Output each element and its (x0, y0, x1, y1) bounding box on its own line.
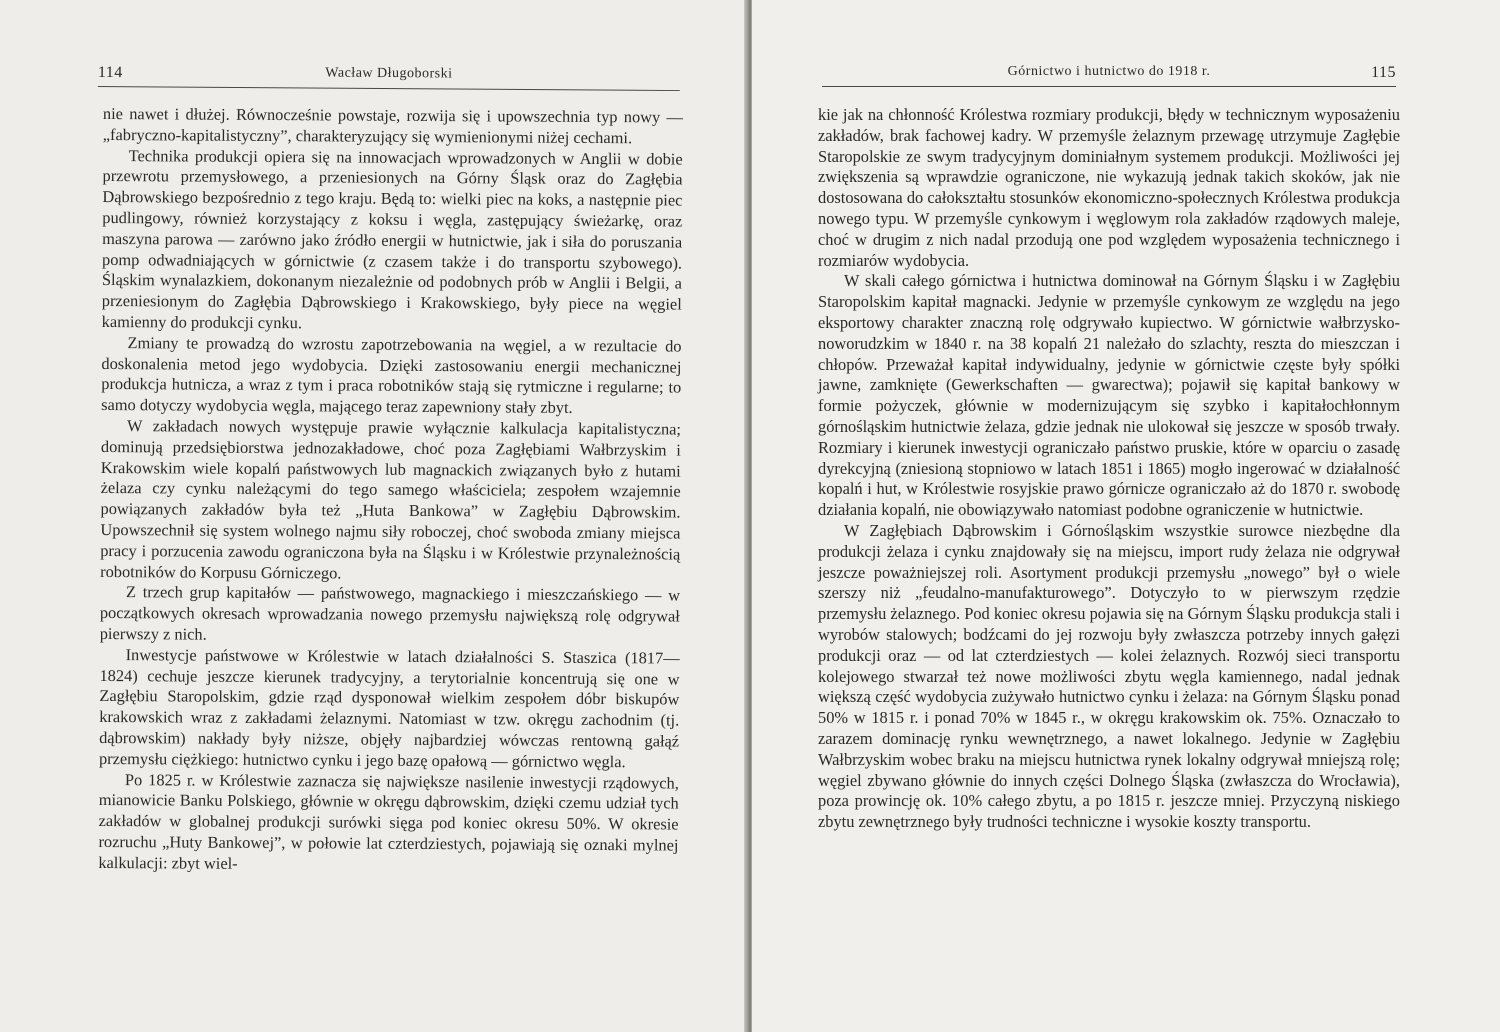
paragraph: kie jak na chłonność Królestwa rozmiary produkcji, błędy w technicznym wyposażeniu zakładów, brak fachowej kadry. W przemyśle żelaznym przewagę utrzymuje Zagłębie Staropolskie ze swym tradycyjnym dominiałnym systemem produkcji. Możliwości jej zwiększenia są wprawdzie ograniczone, nie wykazują jednak takich skoków, jak nie dostosowana do całokształtu stosunków ekonomiczno-społecznych Królestwa produkcja nowego typu. W przemyśle cynkowym i węglowym rola zakładów rządowych maleje, choć w drugim z nich nadal przodują one pod względem wyposażenia technicznego i rozmiarów wydobycia. (818, 105, 1400, 270)
paragraph: Inwestycje państwowe w Królestwie w latach działalności S. Staszica (1817—1824) cechuje jeszcze kierunek tradycyjny, a terytorialnie koncentrują się one w Zagłębiu Staropolskim, gdzie rząd dysponował wielkim zespołem dóbr biskupów krakowskich wraz z zakładami żelaznymi. Natomiast w tzw. okręgu zachodnim (tj. dąbrowskim) nakłady były niższe, objęły najbardziej wówczas rentowną gałąź przemysłu ciężkiego: hutnictwo cynku i jego bazę opałową — górnictwo węgla. (98, 644, 680, 771)
paragraph: Zmiany te prowadzą do wzrostu zapotrzebowania na węgiel, a w rezultacie do doskonalenia metod jego wydobycia. Dzięki zastosowaniu energii mechanicznej produkcja hutnicza, a wraz z tym i praca robotników stają się rytmiczne i regularne; to samo dotyczy wydobycia węgla, mającego teraz zapewniony stały zbyt. (101, 332, 682, 418)
paragraph: W Zagłębiach Dąbrowskim i Górnośląskim wszystkie surowce niezbędne dla produkcji żelaza i cynku znajdowały się na miejscu, import rudy żelaza nie odgrywał jeszcze poważniejszej roli. Asortyment produkcji przemysłu „nowego” był o wiele szerszy niż „feudalno-manufakturowego”. Dotyczyło to w pierwszym rzędzie przemysłu żelaznego. Pod koniec okresu pojawia się na Górnym Śląsku produkcja stali i wyrobów stalowych; bodźcami do jej rozwoju były zwłaszcza potrzeby innych gałęzi produkcji oraz — od lat czterdziestych — kolei żelaznych. Rozwój sieci transportu kolejowego stwarzał też nowe możliwości zbytu węgla kamiennego, nadal jednak większą część wydobycia zużywało hutnictwo cynku i żelaza: na Górnym Śląsku ponad 50% w 1815 r. i ponad 70% w 1845 r., w okręgu krakowskim ok. 75%. Oznaczało to zarazem dominację rynku wewnętrznego, a nawet lokalnego. Jedynie w Zagłębiu Wałbrzyskim wobec braku na miejscu hutnictwa rynek lokalny odgrywał mniejszą rolę; węgiel zbywano głównie do innych części Dolnego Śląska (zwłaszcza do Wrocławia), poza prowincję ok. 10% całego zbytu, a po 1815 r. jeszcze mniej. Przyczyną niskiego zbytu zewnętrznego były trudności techniczne i wysokie koszty transportu. (818, 520, 1400, 832)
right-page-header (822, 62, 1396, 87)
running-head: Górnictwo i hutnictwo do 1918 r. (1007, 64, 1211, 79)
paragraph: Z trzech grup kapitałów — państwowego, magnackiego i mieszczańskiego — w początkowych okresach wprowadzania nowego przemysłu największą rolę odgrywał pierwszy z nich. (99, 582, 681, 644)
page-number: 114 (97, 63, 123, 82)
page-number: 115 (1371, 64, 1396, 81)
paragraph: Technika produkcji opiera się na innowacjach wprowadzonych w Anglii w dobie przewrotu przemysłowego, a przeniesionych na Górny Śląsk oraz do Zagłębia Dąbrowskiego bezpośrednio z tego kraju. Będą to: wielki piec na koks, a następnie piec pudlingowy, również korzystający z koksu i węgla, zastępujący świeżarkę, oraz maszyna parowa — zarówno jako źródło energii w hutnictwie, jak i siła do poruszania pomp odwadniających w górnictwie (z czasem także i do transportu szybowego). Śląskim wynalazkiem, dokonanym niezależnie od podobnych prób w Anglii i Belgii, a przeniesionym do Zagłębia Dąbrowskiego i Krakowskiego, były piece na węgiel kamienny do produkcji cynku. (101, 145, 683, 333)
paragraph: nie nawet i dłużej. Równocześnie powstaje, rozwija się i upowszechnia typ nowy — „fabryczno-kapitalistyczny”, charakteryzujący się wymienionymi niżej cechami. (102, 104, 683, 148)
running-head: Wacław Długoborski (325, 65, 453, 82)
left-page-header (98, 62, 680, 91)
left-page-body (98, 104, 683, 877)
left-page (0, 0, 748, 1032)
paragraph: W zakładach nowych występuje prawie wyłącznie kalkulacja kapitalistyczna; dominują przedsiębiorstwa jednozakładowe, choć poza Zagłębiami Wałbrzyskim i Krakowskim wiele kopalń państwowych lub magnackich związanych było z hutami żelaza czy cynku należącymi do tego samego właściciela; zespołem wzajemnie powiązanych zakładów była też „Huta Bankowa” w Zagłębiu Dąbrowskim. Upowszechnił się system wolnego najmu siły roboczej, choć swoboda zmiany miejsca pracy i porzucenia zawodu ograniczona była na Śląsku i w Królestwie przynależnością robotników do Korpusu Górniczego. (100, 416, 682, 582)
right-page-body (818, 105, 1400, 833)
right-page (752, 0, 1500, 1032)
paragraph: Po 1825 r. w Królestwie zaznacza się największe nasilenie inwestycji rządowych, mianowicie Banku Polskiego, głównie w okręgu dąbrowskim, dzięki czemu udział tych zakładów w globalnej produkcji surówki sięga pod koniec okresu 50%. W okresie rozruchu „Huty Bankowej”, w połowie lat czterdziestych, pojawiają się oznaki mylnej kalkulacji: zbyt wiel- (98, 769, 679, 873)
paragraph: W skali całego górnictwa i hutnictwa dominował na Górnym Śląsku i w Zagłębiu Staropolskim kapitał magnacki. Jedynie w przemyśle cynkowym ze względu na jego eksportowy charakter znaczną rolę odgrywało kupiectwo. W górnictwie wałbrzysko-noworudzkim w 1840 r. na 38 kopalń 21 należało do szlachty, reszta do mieszczan i chłopów. Przeważał kapitał indywidualny, jedynie w górnictwie częste były spółki jawne, zamknięte (Gewerkschaften — gwarectwa); pojawił się kapitał bankowy w formie pożyczek, głównie w modernizującym się szybko i kapitałochłonnym górnośląskim hutnictwie żelaza, gdzie jednak nie ulokował się jeszcze w sposób trwały. Rozmiary i kierunek inwestycji ograniczało państwo pruskie, które w oparciu o zasadę dyrekcyjną (zniesioną stopniowo w latach 1851 i 1865) mogło ingerować w działalność kopalń i hut, w Królestwie rosyjskie prawo górnicze ograniczało aż do 1870 r. swobodę działania kopalń, nie obowiązywało natomiast podobne ograniczenie w hutnictwie. (818, 271, 1400, 520)
